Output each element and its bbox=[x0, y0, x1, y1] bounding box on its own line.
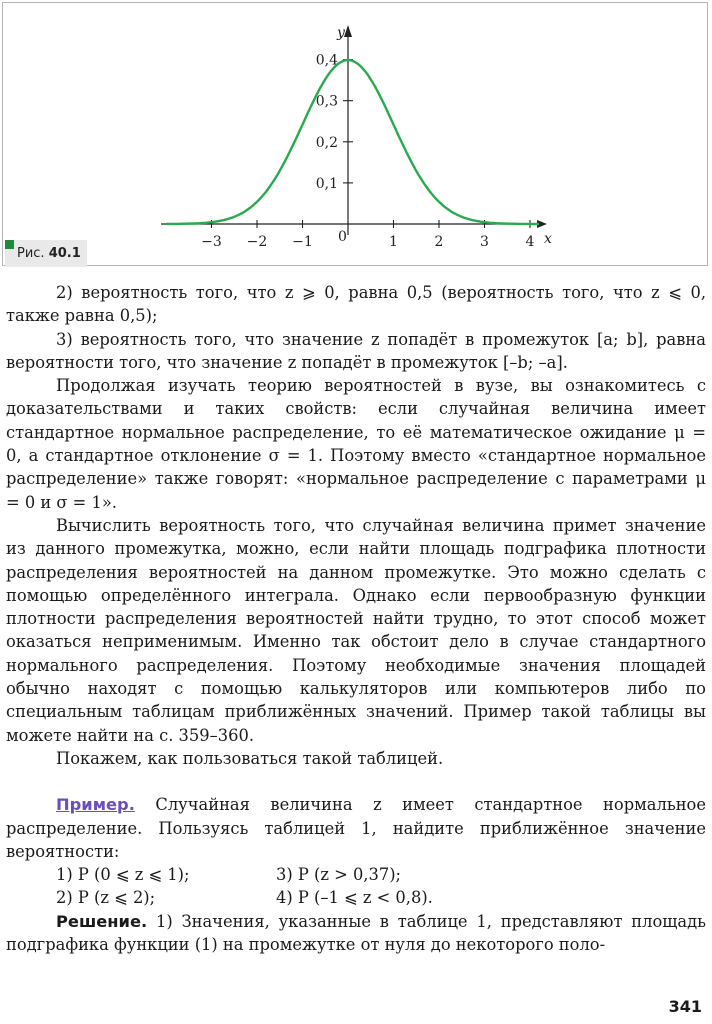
caption-prefix: Рис. bbox=[17, 246, 45, 261]
option-4: 4) P (–1 ⩽ z < 0,8). bbox=[276, 888, 433, 908]
y-axis-arrow bbox=[344, 25, 352, 37]
origin-label: 0 bbox=[338, 229, 347, 245]
option-1: 1) P (0 ⩽ z ⩽ 1); bbox=[56, 865, 190, 885]
figure-caption bbox=[5, 240, 87, 267]
x-axis-label: x bbox=[544, 231, 552, 247]
paragraph-property-2: 2) вероятность того, что z ⩾ 0, равна 0,5 (вероятность того, что z ⩽ 0, также равна 0,5); bbox=[6, 283, 706, 326]
x-tick-label-4: 4 bbox=[525, 234, 535, 250]
y-axis-label: y bbox=[337, 25, 345, 41]
paragraph-property-3: 3) вероятность того, что значение z попадёт в промежуток [a; b], равна вероятности того, что значение z попадёт в промежуток [–b; –a]. bbox=[6, 329, 706, 372]
y-tick-label-1: 0,2 bbox=[315, 134, 338, 151]
example-options bbox=[6, 863, 706, 910]
y-tick-label-2: 0,3 bbox=[315, 93, 338, 110]
option-2: 2) P (z ⩽ 2); bbox=[56, 888, 156, 908]
x-tick-label-3: 3 bbox=[480, 234, 489, 250]
paragraph-solution bbox=[6, 910, 706, 957]
y-tick-label-0: 0,1 bbox=[315, 175, 338, 192]
option-3: 3) P (z > 0,37); bbox=[276, 865, 402, 885]
normal-distribution-chart bbox=[3, 3, 707, 265]
paragraph-table-intro: Покажем, как пользоваться такой таблицей. bbox=[56, 748, 444, 768]
solution-label: Решение. bbox=[56, 911, 148, 931]
y-tick-label-3: 0,4 bbox=[315, 52, 338, 69]
caption-marker bbox=[5, 240, 14, 249]
paragraph-example bbox=[6, 793, 706, 863]
figure-40-1 bbox=[2, 2, 708, 266]
x-tick-label-1: 1 bbox=[389, 234, 398, 250]
example-text: Случайная величина z имеет стандартное нормальное распределение. Пользуясь таблицей 1, найдите приближённое значение вероятности: bbox=[6, 795, 706, 861]
x-tick-label--1: −1 bbox=[292, 234, 313, 250]
caption-number: 40.1 bbox=[48, 246, 81, 261]
x-tick-label--3: −3 bbox=[201, 234, 222, 250]
paragraph-theory: Продолжая изучать теорию вероятностей в вузе, вы ознакомитесь с доказательствами и таких свойств: если случайная величина имеет стандартное нормальное распределение, то её математическое ожидание μ = 0, а стандартное отклонение σ = 1. Поэтому вместо «стандартное нормальное распределение» также говорят: «нормальное распределение с параметрами μ = 0 и σ = 1». bbox=[6, 376, 706, 512]
x-tick-label-2: 2 bbox=[434, 234, 444, 250]
example-label: Пример. bbox=[56, 795, 135, 815]
paragraph-area-calculation: Вычислить вероятность того, что случайная величина примет значение из данного промежутка, можно, если найти площадь подграфика плотности распределения вероятностей на данном промежутке. Это можно сделать с помощью определённого интеграла. Однако если первообразную функции плотности распределения вероятностей найти трудно, то этот способ может оказаться неприменимым. Именно так обстоит дело в случае стандартного нормального распределения. Поэтому необходимые значения площадей обычно находят с помощью калькуляторов или компьютеров либо по специальным таблицам приближённых значений. Пример такой таблицы вы можете найти на с. 359–360. bbox=[6, 515, 706, 745]
page-number: 341 bbox=[668, 997, 702, 1016]
body-text bbox=[6, 281, 706, 956]
x-tick-label--2: −2 bbox=[246, 234, 268, 250]
solution-text: 1) Значения, указанные в таблице 1, представляют площадь подграфика функции (1) на промежутке от нуля до некоторого поло- bbox=[6, 911, 706, 955]
